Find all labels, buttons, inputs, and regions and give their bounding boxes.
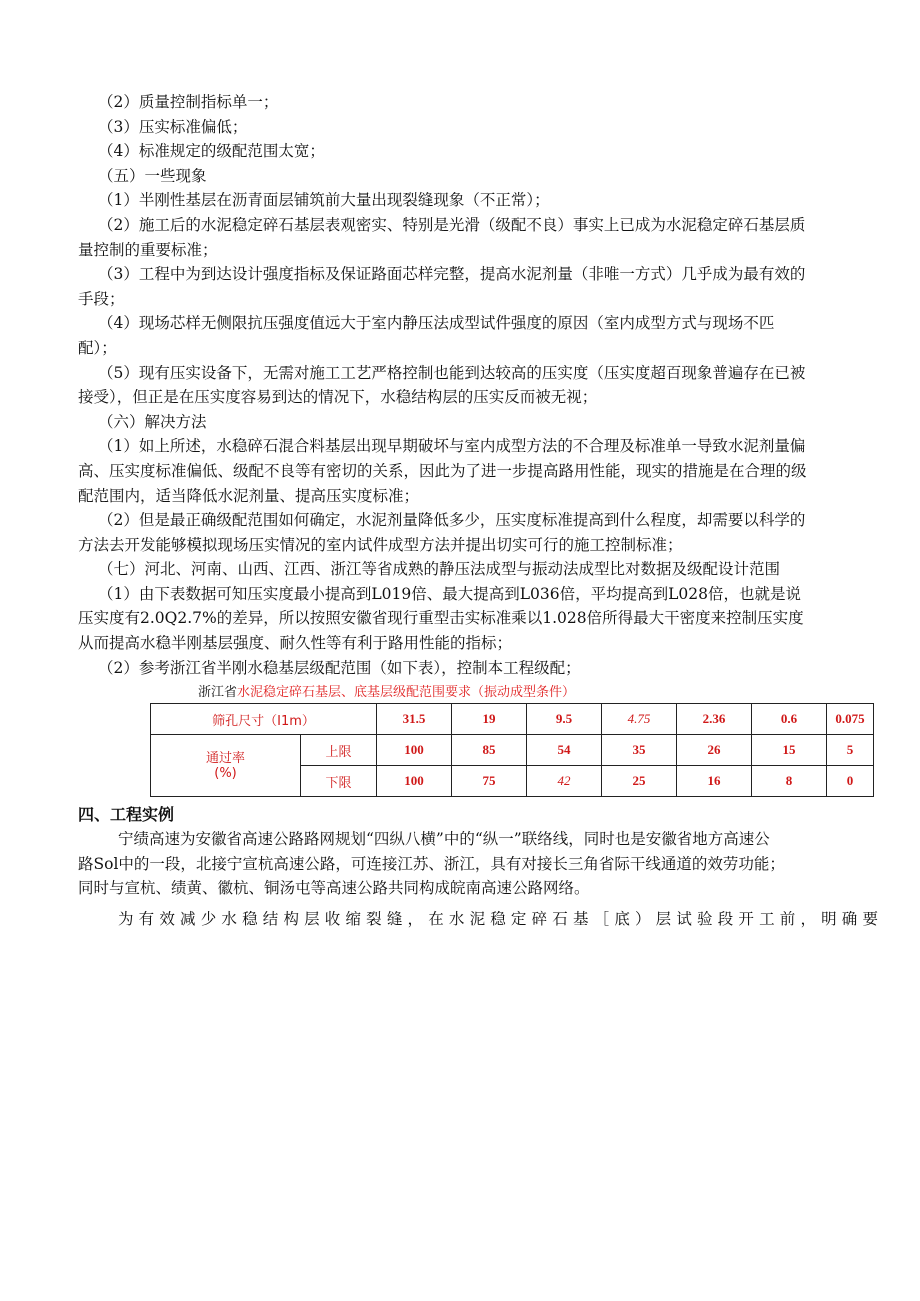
sieve-size-header: 筛孔尺寸（I1m） bbox=[151, 704, 377, 735]
text-line: 压实度有2.0Q2.7%的差异，所以按照安徽省现行重型击实标准乘以1.028倍所得最大干密度来控制压实度 bbox=[78, 609, 804, 628]
pass-rate-header: 通过率 bbox=[151, 735, 301, 766]
table-cell: 2.36 bbox=[677, 704, 752, 735]
table-cell: 25 bbox=[602, 766, 677, 797]
section-heading: 四、工程实例 bbox=[78, 805, 175, 825]
table-cell: 54 bbox=[527, 735, 602, 766]
table-cell: 100 bbox=[377, 766, 452, 797]
subsection-heading: （五）一些现象 bbox=[98, 166, 207, 185]
text-line: （2）施工后的水泥稳定碎石基层表观密实、特别是光滑（级配不良）事实上已成为水泥稳定碎石基层质 bbox=[98, 215, 806, 234]
text-line: 路Sol中的一段，北接宁宣杭高速公路，可连接江苏、浙江，具有对接长三角省际干线通道的效劳功能； bbox=[78, 854, 785, 873]
text-line: （3）工程中为到达设计强度指标及保证路面芯样完整，提高水泥剂量（非唯一方式）几乎成为最有效的 bbox=[98, 265, 806, 284]
upper-limit-label: 上限 bbox=[301, 735, 377, 766]
table-cell: 0 bbox=[827, 766, 874, 797]
text-line: 配范围内，适当降低水泥剂量、提高压实度标准； bbox=[78, 486, 420, 505]
text-line: 方法去开发能够模拟现场压实情况的室内试件成型方法并提出切实可行的施工控制标准； bbox=[78, 535, 683, 554]
text-line: 接受），但正是在压实度容易到达的情况下，水稳结构层的压实反而被无视； bbox=[78, 388, 598, 407]
text-line: 配）； bbox=[78, 338, 117, 357]
table-cell: 5 bbox=[827, 735, 874, 766]
table-cell: 15 bbox=[752, 735, 827, 766]
text-line: （1）半刚性基层在沥青面层铺筑前大量出现裂缝现象（不正常）； bbox=[98, 191, 550, 210]
table-row bbox=[151, 704, 874, 735]
text-line: （2）参考浙江省半刚水稳基层级配范围（如下表），控制本工程级配； bbox=[98, 658, 581, 677]
lower-limit-label: 下限 bbox=[301, 766, 377, 797]
table-cell: 0.075 bbox=[827, 704, 874, 735]
table-cell: 42 bbox=[527, 766, 602, 797]
caption-province: 浙江省 bbox=[198, 685, 238, 701]
text-line: 从而提高水稳半刚基层强度、耐久性等有利于路用性能的指标； bbox=[78, 634, 513, 653]
text-line: （1）如上所述，水稳碎石混合料基层出现早期破坏与室内成型方法的不合理及标准单一导致水泥剂量偏 bbox=[98, 437, 806, 456]
text-line: 同时与宣杭、绩黄、徽杭、铜汤屯等高速公路共同构成皖南高速公路网络。 bbox=[78, 879, 590, 898]
text-line: （5）现有压实设备下，无需对施工工艺严格控制也能到达较高的压实度（压实度超百现象普遍存在已被 bbox=[98, 363, 806, 382]
table-cell: 26 bbox=[677, 735, 752, 766]
table-row bbox=[151, 735, 874, 766]
table-caption bbox=[198, 683, 882, 703]
text-line: 手段； bbox=[78, 289, 125, 308]
table-row bbox=[151, 766, 874, 797]
document-page bbox=[78, 90, 882, 932]
text-line: 量控制的重要标准； bbox=[78, 240, 218, 259]
text-line: 为有效减少水稳结构层收缩裂缝，在水泥稳定碎石基［底）层试验段开工前，明确要 bbox=[118, 910, 882, 929]
table-cell: 85 bbox=[452, 735, 527, 766]
subsection-heading: （七）河北、河南、山西、江西、浙江等省成熟的静压法成型与振动法成型比对数据及级配设计范围 bbox=[98, 560, 781, 579]
text-line: （2）质量控制指标单一； bbox=[98, 93, 279, 111]
table-cell: 75 bbox=[452, 766, 527, 797]
text-line: （4）标准规定的级配范围太宽； bbox=[98, 142, 325, 161]
text-line: （4）现场芯样无侧限抗压强度值远大于室内静压法成型试件强度的原因（室内成型方式与现场不匹 bbox=[98, 314, 775, 333]
text-line: 宁绩高速为安徽省高速公路路网规划“四纵八横”中的“纵一”联络线，同时也是安徽省地方高速公 bbox=[118, 830, 770, 849]
table-cell: 19 bbox=[452, 704, 527, 735]
pass-rate-unit: (%) bbox=[151, 766, 301, 797]
caption-title: 水泥稳定碎石基层、底基层级配范围要求（振动成型条件） bbox=[237, 685, 576, 701]
text-line: （2）但是最正确级配范围如何确定，水泥剂量降低多少，压实度标准提高到什么程度，却需要以科学的 bbox=[98, 511, 806, 530]
text-line: （1）由下表数据可知压实度最小提高到L019倍、最大提高到L036倍，平均提高到L028倍，也就是说 bbox=[98, 584, 801, 603]
table-cell: 0.6 bbox=[752, 704, 827, 735]
table-cell: 4.75 bbox=[602, 704, 677, 735]
table-cell: 8 bbox=[752, 766, 827, 797]
subsection-heading: （六）解决方法 bbox=[98, 412, 207, 431]
table-cell: 35 bbox=[602, 735, 677, 766]
gradation-table bbox=[150, 703, 874, 797]
table-cell: 16 bbox=[677, 766, 752, 797]
table-cell: 9.5 bbox=[527, 704, 602, 735]
text-line: （3）压实标准偏低； bbox=[98, 117, 248, 136]
text-line: 高、压实度标准偏低、级配不良等有密切的关系，因此为了进一步提高路用性能，现实的措施是在合理的级 bbox=[78, 461, 807, 480]
table-cell: 100 bbox=[377, 735, 452, 766]
table-cell: 31.5 bbox=[377, 704, 452, 735]
